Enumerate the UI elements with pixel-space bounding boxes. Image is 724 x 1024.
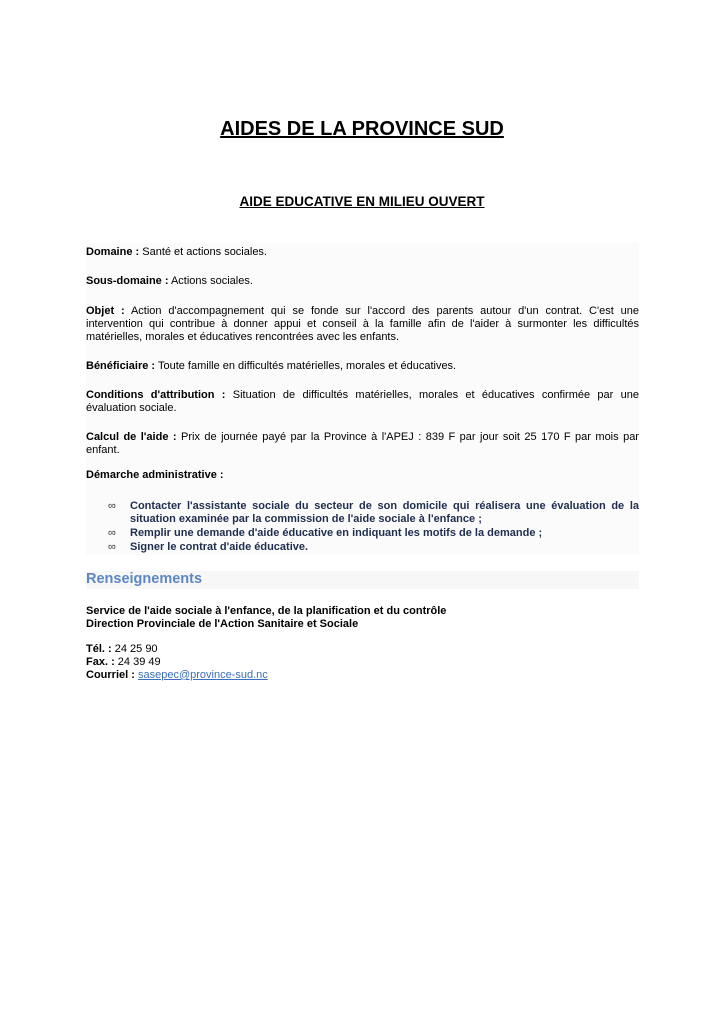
tel-value: 24 25 90 [114, 643, 158, 655]
field-label: Bénéficiaire : [86, 360, 156, 372]
field-sous-domaine [86, 275, 639, 288]
email-link[interactable]: sasepec@province-sud.nc [137, 669, 268, 681]
field-label: Domaine : [86, 246, 140, 258]
field-label: Calcul de l'aide : [86, 431, 177, 443]
field-label: Sous-domaine : [86, 275, 169, 287]
section-subtitle: AIDE EDUCATIVE EN MILIEU OUVERT [239, 194, 485, 209]
field-value: Situation de difficultés matérielles, morales et éducatives confirmée par une évaluation sociale. [86, 389, 640, 414]
service-line-1: Service de l'aide sociale à l'enfance, de la planification et du contrôle [86, 605, 447, 617]
list-item [86, 500, 639, 526]
field-conditions [86, 389, 639, 415]
infinity-bullet-icon: ∞ [108, 527, 116, 539]
step-text: Signer le contrat d'aide éducative. [130, 541, 309, 553]
page-title: AIDES DE LA PROVINCE SUD [220, 118, 504, 140]
field-value: Toute famille en difficultés matérielles, morales et éducatives. [157, 360, 457, 372]
field-objet [86, 305, 639, 344]
list-item [86, 527, 639, 540]
service-line-2: Direction Provinciale de l'Action Sanitaire et Sociale [86, 618, 359, 630]
field-label: Objet : [86, 305, 125, 317]
field-beneficiaire [86, 360, 639, 373]
fax-value: 24 39 49 [117, 656, 161, 668]
field-calcul [86, 431, 639, 457]
field-label: Conditions d'attribution : [86, 389, 226, 401]
step-text: Remplir une demande d'aide éducative en indiquant les motifs de la demande ; [130, 527, 543, 539]
field-value: Prix de journée payé par la Province à l'APEJ : 839 F par jour soit 25 170 F par mois par enfant. [86, 431, 639, 456]
infinity-bullet-icon: ∞ [108, 541, 116, 553]
demarche-steps-list [86, 500, 639, 555]
step-text: Contacter l'assistante sociale du secteur de son domicile qui réalisera une évaluation de la situation examinée par la commission de l'aide sociale à l'enfance ; [130, 500, 639, 525]
renseignements-heading: Renseignements [86, 571, 203, 587]
field-label: Démarche administrative : [86, 469, 224, 481]
field-value: Actions sociales. [170, 275, 253, 287]
contact-details [86, 643, 639, 682]
infinity-bullet-icon: ∞ [108, 500, 116, 512]
field-value: Action d'accompagnement qui se fonde sur l'accord des parents autour d'un contrat. C'est une intervention qui contribue à donner appui et conseil à la famille afin de l'aider à surmonter les difficultés matérielles, morales et éducatives rencontrées avec les enfants. [86, 305, 640, 343]
email-label: Courriel : [86, 669, 135, 681]
tel-label: Tél. : [86, 643, 112, 655]
list-item [86, 541, 639, 554]
fax-label: Fax. : [86, 656, 115, 668]
service-name [86, 605, 639, 631]
field-value: Santé et actions sociales. [142, 246, 267, 258]
field-demarche [86, 469, 639, 482]
field-domaine [86, 246, 639, 259]
